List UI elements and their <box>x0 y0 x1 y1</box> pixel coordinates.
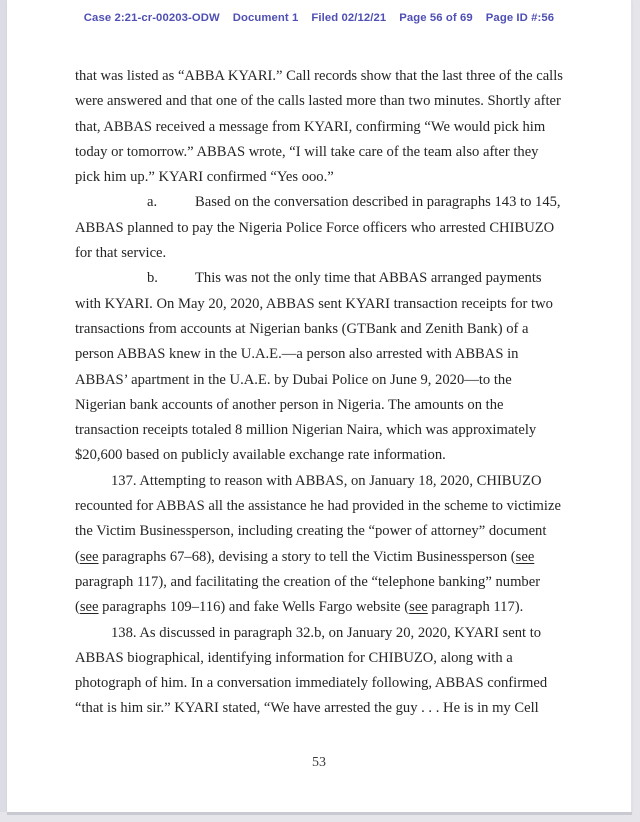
ecf-page-of: Page 56 of 69 <box>399 12 473 24</box>
paragraph-sub-a <box>75 190 565 266</box>
ecf-stamp-header <box>7 12 631 24</box>
document-page <box>7 0 632 812</box>
paragraph-137 <box>75 469 565 621</box>
ecf-document-number: Document 1 <box>232 12 299 24</box>
see-citation: see <box>515 548 535 565</box>
paragraph-sub-b <box>75 266 565 468</box>
ecf-filed-date: Filed 02/12/21 <box>311 12 387 24</box>
sub-item-marker-b: b. <box>147 270 158 287</box>
sub-item-text-b: This was not the only time that ABBAS arranged payments with KYARI. On May 20, 2020, ABBAS sent KYARI transaction receipts for two transactions from accounts at Nigerian banks (GTBank and Zenith Bank) of a person ABBAS knew in the U.A.E.—a person also arrested with ABBAS in ABBAS’ apartment in the U.A.E. by Dubai Police on June 9, 2020—to the Nigerian bank accounts of another person in Nigeria. The amounts on the transaction receipts totaled 8 million Nigerian Naira, which was approximately $20,600 based on publicly available exchange rate information. <box>75 270 553 464</box>
sub-item-text-a: Based on the conversation described in paragraphs 143 to 145, ABBAS planned to pay the Nigeria Police Force officers who arrested CHIBUZO for that service. <box>75 194 561 262</box>
sub-item-marker-a: a. <box>147 194 158 211</box>
paragraph-continuation: that was listed as “ABBA KYARI.” Call records show that the last three of the calls were answered and that one of the calls lasted more than two minutes. Shortly after that, ABBAS received a message from KYARI, confirming “We would pick him today or tomorrow.” ABBAS wrote, “I will take care of the team also after they pick him up.” KYARI confirmed “Yes ooo.” <box>75 68 563 186</box>
paragraph-137-content: 137. Attempting to reason with ABBAS, on January 18, 2020, CHIBUZO recounted for ABBAS all the assistance he had provided in the scheme to victimize the Victim Businessperson, including creating the “power of attorney” document (see paragraphs 67–68), devising a story to tell the Victim Businessperson (see paragraph 117), and facilitating the creation of the “telephone banking” number (see paragraphs 109–116) and fake Wells Fargo website (see paragraph 117). <box>75 472 561 616</box>
paragraph-138: 138. As discussed in paragraph 32.b, on January 20, 2020, KYARI sent to ABBAS biographical, identifying information for CHIBUZO, along with a photograph of him. In a conversation immediately following, ABBAS confirmed “that is him sir.” KYARI stated, “We have arrested the guy . . . He is in my Cell <box>75 624 548 717</box>
page-bottom-edge <box>7 812 632 815</box>
see-citation: see <box>79 548 99 565</box>
document-body <box>75 64 565 722</box>
ecf-case-number: Case 2:21-cr-00203-ODW <box>83 12 220 24</box>
see-citation: see <box>409 599 428 616</box>
see-citation: see <box>79 599 99 616</box>
page-number-footer: 53 <box>312 755 326 770</box>
ecf-page-id: Page ID #:56 <box>485 12 555 24</box>
viewer-left-gutter <box>0 0 7 812</box>
